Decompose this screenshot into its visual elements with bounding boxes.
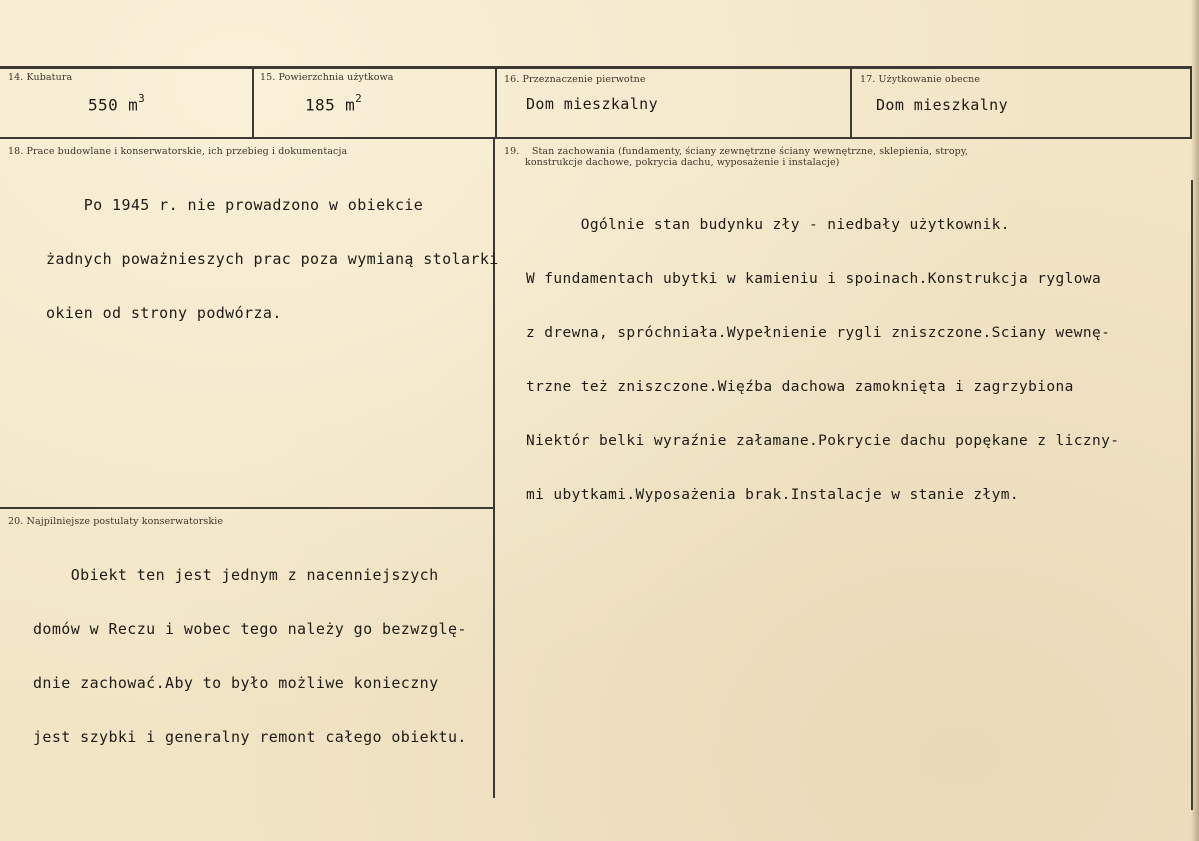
field-16-label: 16. Przeznaczenie pierwotne: [504, 74, 646, 85]
field-20-label: 20. Najpilniejsze postulaty konserwatorskie: [8, 516, 224, 527]
field-19-label: [504, 146, 968, 168]
field-18-line: żadnych poważnieszych prac poza wymianą stolarki: [46, 250, 499, 268]
field-20-line: jest szybki i generalny remont całego obiektu.: [33, 728, 467, 746]
field-15-label: 15. Powierzchnia użytkowa: [260, 72, 394, 83]
field-18-label: 18. Prace budowlane i konserwatorskie, ich przebieg i dokumentacja: [8, 146, 348, 157]
field-16-value: Dom mieszkalny: [526, 95, 659, 113]
field-20-line: domów w Reczu i wobec tego należy go bezwzglę-: [33, 620, 467, 638]
field-18-line: okien od strony podwórza.: [46, 304, 282, 322]
field20-top-rule: [0, 507, 495, 509]
field-19-label-line: konstrukcje dachowe, pokrycia dachu, wyposażenie i instalacje): [525, 157, 840, 168]
field-19-text: [526, 180, 1119, 540]
paper-edge-shadow: [1191, 0, 1199, 841]
field-19-label-line: 19. Stan zachowania (fundamenty, ściany zewnętrzne ściany wewnętrzne, sklepienia, stropy,: [504, 146, 969, 157]
field-14-exponent: 3: [138, 92, 146, 105]
field-19-line: mi ubytkami.Wyposażenia brak.Instalacje w stanie złym.: [526, 487, 1020, 503]
field-17-value: Dom mieszkalny: [876, 96, 1009, 114]
field-20-line: dnie zachować.Aby to było możliwe konieczny: [33, 674, 439, 692]
field-18-text: [46, 160, 499, 358]
field-17-label: 17. Użytkowanie obecne: [860, 74, 981, 85]
field-14-number: 550 m: [88, 95, 139, 115]
field-19-line: trzne też zniszczone.Więźba dachowa zamoknięta i zagrzybiona: [526, 379, 1074, 395]
field-14-value: [88, 92, 145, 114]
field-20-line: Obiekt ten jest jednym z nacenniejszych: [33, 566, 439, 584]
field-15-number: 185 m: [305, 95, 356, 115]
row1-bottom-rule: [0, 137, 1192, 139]
field-20-text: [33, 530, 467, 782]
field-19-line: Ogólnie stan budynku zły - niedbały użytkownik.: [526, 217, 1010, 233]
field-15-exponent: 2: [355, 92, 363, 105]
divider-14-15: [252, 66, 254, 138]
field-18-line: Po 1945 r. nie prowadzono w obiekcie: [46, 196, 424, 214]
divider-16-17: [850, 66, 852, 138]
field-19-line: W fundamentach ubytki w kamieniu i spoinach.Konstrukcja ryglowa: [526, 271, 1102, 287]
divider-15-16: [495, 66, 497, 138]
field-19-line: z drewna, spróchniała.Wypełnienie rygli zniszczone.Sciany wewnę-: [526, 325, 1111, 341]
field-14-label: 14. Kubatura: [8, 72, 73, 83]
top-rule: [0, 66, 1192, 69]
field-19-line: Niektór belki wyraźnie załamane.Pokrycie dachu popękane z liczny-: [526, 433, 1120, 449]
field-15-value: [305, 92, 362, 114]
